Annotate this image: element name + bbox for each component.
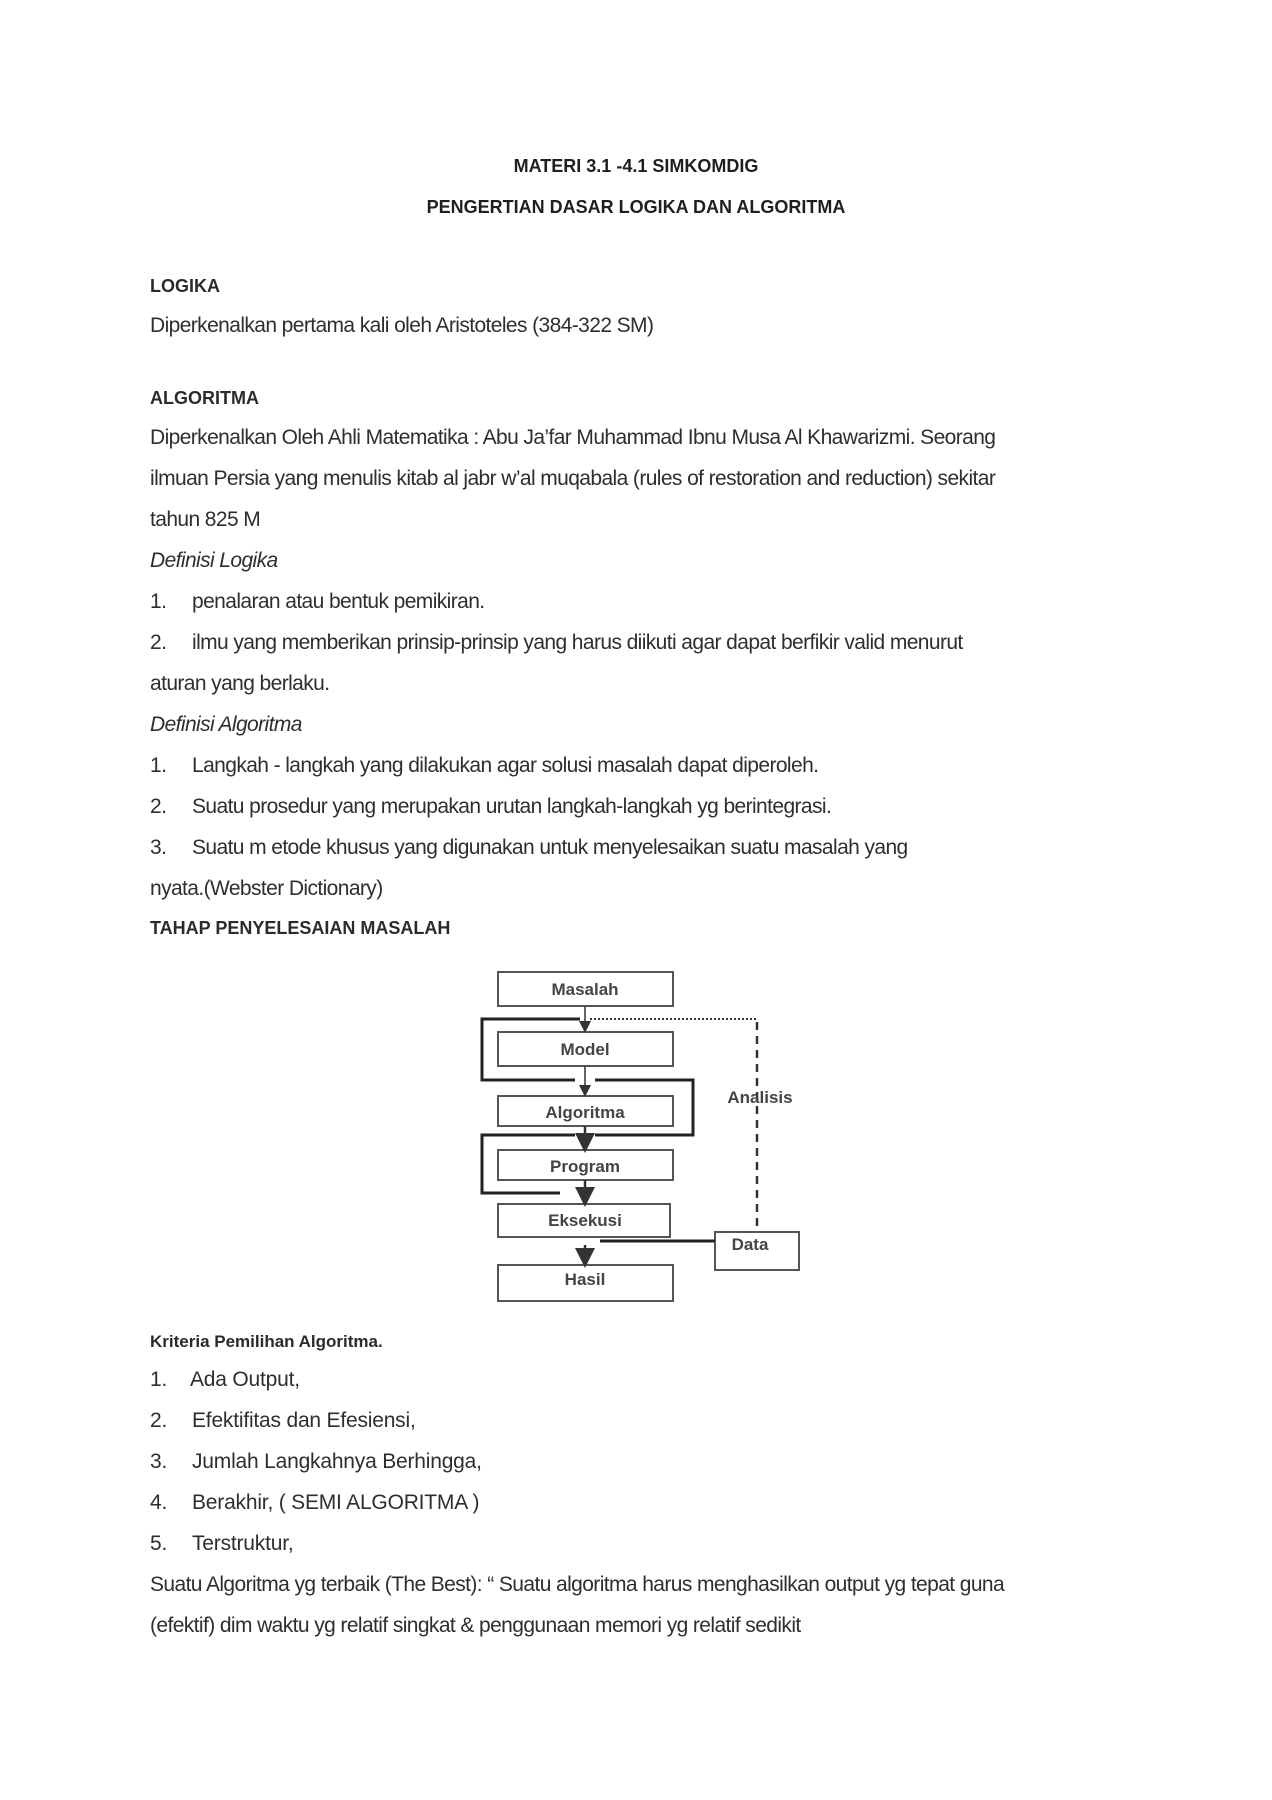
list-text: Ada Output, — [190, 1368, 300, 1391]
flow-box-model — [498, 1032, 673, 1066]
flowchart-diagram — [460, 960, 810, 1320]
flow-label: Data — [731, 1235, 769, 1254]
list-text: Suatu prosedur yang merupakan urutan langkah-langkah yg berintegrasi. — [192, 795, 832, 818]
flow-box-program — [498, 1150, 673, 1180]
list-item — [150, 836, 908, 860]
list-item — [150, 590, 485, 614]
list-number: 3. — [150, 1450, 168, 1473]
list-number: 2. — [150, 631, 167, 654]
closing-line: (efektif) dim waktu yg relatif singkat & penggunaan memori yg relatif sedikit — [150, 1614, 801, 1637]
list-continuation: nyata.(Webster Dictionary) — [150, 877, 383, 900]
list-text: Berakhir, ( SEMI ALGORITMA ) — [192, 1491, 480, 1514]
flow-label: Eksekusi — [548, 1211, 622, 1230]
flow-box-algoritma — [498, 1096, 673, 1126]
list-item — [150, 1532, 293, 1556]
section-heading-algoritma: ALGORITMA — [150, 388, 259, 408]
list-item — [150, 1450, 482, 1474]
list-text: penalaran atau bentuk pemikiran. — [192, 590, 485, 613]
section-heading-logika: LOGIKA — [150, 276, 220, 296]
flow-box-hasil — [498, 1265, 673, 1301]
list-number: 2. — [150, 1409, 168, 1432]
logika-text: Diperkenalkan pertama kali oleh Aristoteles (384-322 SM) — [150, 314, 654, 337]
list-number: 3. — [150, 836, 167, 859]
document-title: MATERI 3.1 -4.1 SIMKOMDIG — [513, 156, 759, 176]
list-number: 1. — [150, 1368, 168, 1391]
algoritma-text-line: Diperkenalkan Oleh Ahli Matematika : Abu Ja’far Muhammad Ibnu Musa Al Khawarizmi. Seorang — [150, 426, 996, 449]
flow-label: Program — [550, 1157, 620, 1176]
list-text: Terstruktur, — [192, 1532, 294, 1555]
definisi-logika-heading: Definisi Logika — [150, 549, 278, 572]
analisis-label: Analisis — [727, 1088, 793, 1107]
list-number: 1. — [150, 754, 167, 777]
flow-label: Algoritma — [545, 1103, 625, 1122]
list-text: Suatu m etode khusus yang digunakan untuk menyelesaikan suatu masalah yang — [192, 836, 908, 859]
list-item — [150, 1368, 300, 1392]
section-heading-kriteria: Kriteria Pemilihan Algoritma. — [150, 1332, 383, 1351]
flow-label: Masalah — [551, 980, 619, 999]
algoritma-text-line: ilmuan Persia yang menulis kitab al jabr w’al muqabala (rules of restoration and reduction) sekitar — [150, 467, 996, 490]
list-text: ilmu yang memberikan prinsip-prinsip yang harus diikuti agar dapat berfikir valid menurut — [192, 631, 963, 654]
list-item — [150, 1409, 416, 1433]
document-subtitle: PENGERTIAN DASAR LOGIKA DAN ALGORITMA — [426, 197, 846, 217]
flow-box-masalah — [498, 972, 673, 1006]
flow-label: Model — [560, 1040, 610, 1059]
list-text: Jumlah Langkahnya Berhingga, — [192, 1450, 482, 1473]
list-text: Langkah - langkah yang dilakukan agar solusi masalah dapat diperoleh. — [192, 754, 819, 777]
section-heading-tahap: TAHAP PENYELESAIAN MASALAH — [150, 918, 451, 938]
list-text: Efektifitas dan Efesiensi, — [192, 1409, 416, 1432]
list-number: 5. — [150, 1532, 168, 1555]
flow-box-data — [715, 1232, 799, 1270]
closing-line: Suatu Algoritma yg terbaik (The Best): “ Suatu algoritma harus menghasilkan output yg tepat guna — [150, 1573, 1005, 1596]
list-continuation: aturan yang berlaku. — [150, 672, 330, 695]
flow-box-eksekusi — [498, 1204, 670, 1237]
algoritma-text-line: tahun 825 M — [150, 508, 261, 531]
list-number: 1. — [150, 590, 167, 613]
list-item — [150, 754, 818, 778]
list-number: 4. — [150, 1491, 168, 1514]
list-item — [150, 1491, 479, 1515]
list-item — [150, 631, 963, 655]
flow-label: Hasil — [564, 1270, 606, 1289]
definisi-algoritma-heading: Definisi Algoritma — [150, 713, 302, 736]
list-number: 2. — [150, 795, 167, 818]
list-item — [150, 795, 831, 819]
